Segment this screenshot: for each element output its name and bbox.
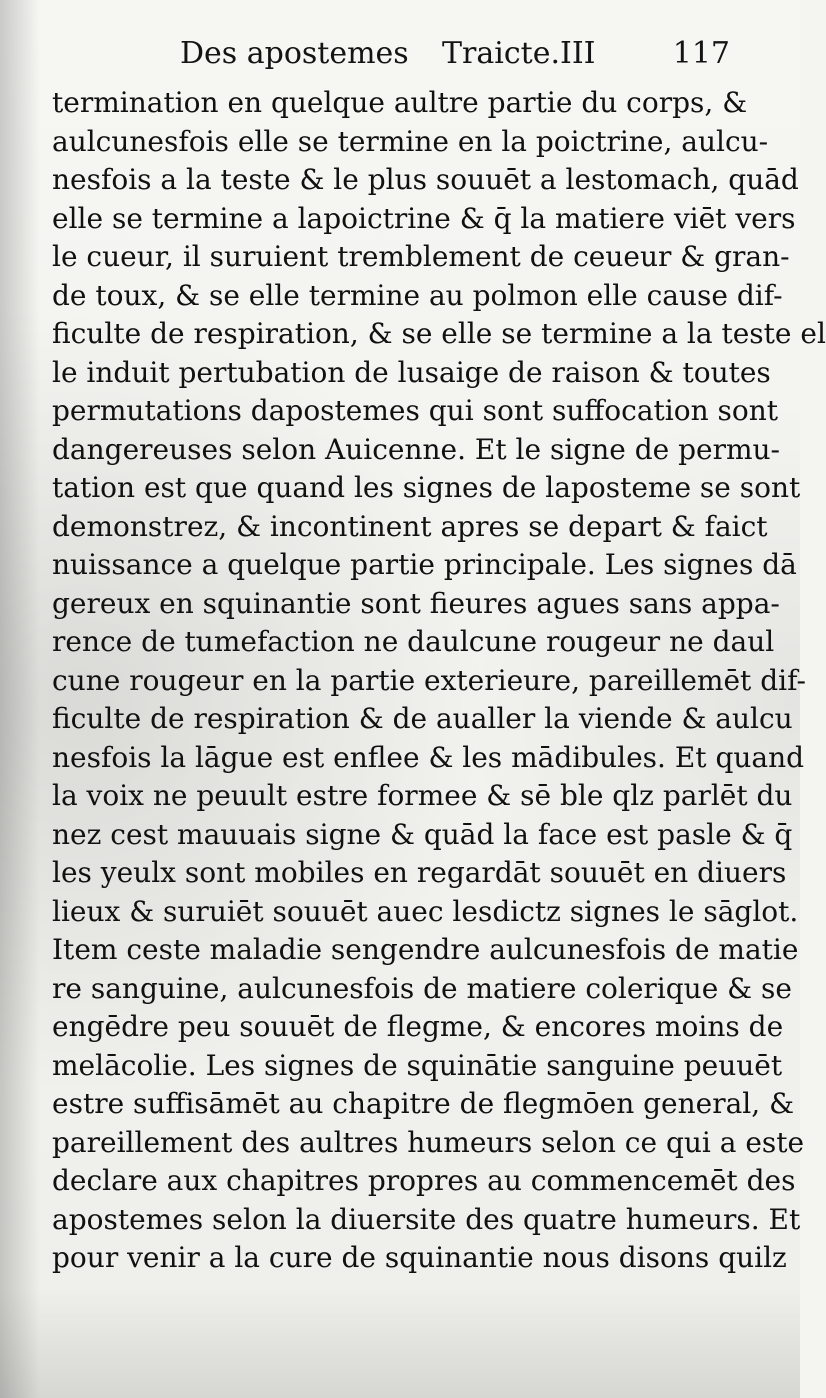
text-line: engēdre peu souuēt de flegme, & encores moins de — [52, 1010, 784, 1043]
text-line: nesfois a la teste & le plus souuēt a lestomach, quād — [52, 163, 799, 196]
text-line: pour venir a la cure de squinantie nous disons quilz — [52, 1241, 787, 1274]
text-line: lieux & suruiēt souuēt auec lesdictz signes le sāglot. — [52, 894, 799, 928]
text-line: rence de tumefaction ne daulcune rougeur ne daul — [52, 625, 775, 658]
text-line: melācolie. Les signes de squinātie sanguine peuuēt — [52, 1048, 783, 1082]
running-title: Des apostemes — [180, 36, 409, 71]
text-line: ficulte de respiration & de aualler la viende & aulcu — [52, 702, 793, 735]
bottom-shadow — [0, 1288, 800, 1398]
text-line: apostemes selon la diuersite des quatre humeurs. Et — [52, 1202, 801, 1236]
text-line: le induit pertubation de lusaige de raison & toutes — [52, 355, 771, 389]
text-line: aulcunesfois elle se termine en la poictrine, aulcu- — [52, 124, 769, 158]
text-line: demonstrez, & incontinent apres se depart & faict — [52, 509, 768, 543]
text-line: nez cest mauuais signe & quād la face est pasle & q̄ — [52, 817, 793, 851]
text-line: gereux en squinantie sont fieures agues sans appa- — [52, 586, 780, 620]
text-line: de toux, & se elle termine au polmon elle cause dif- — [52, 278, 783, 312]
text-line: Item ceste maladie sengendre aulcunesfois de matie — [52, 933, 799, 966]
text-line: elle se termine a lapoictrine & q̄ la matiere viēt vers — [52, 201, 796, 235]
text-line: pareillement des aultres humeurs selon ce qui a este — [52, 1125, 805, 1159]
gutter-shadow — [0, 0, 40, 1398]
text-line: ficulte de respiration, & se elle se termine a la teste el — [52, 317, 826, 350]
text-line: le cueur, il suruient tremblement de ceueur & gran- — [52, 240, 790, 273]
body-text — [52, 84, 826, 1278]
section-title: Traicte.III — [442, 36, 596, 71]
text-line: dangereuses selon Auicenne. Et le signe de permu- — [52, 432, 781, 466]
text-line: nesfois la lāgue est enflee & les mādibules. Et quand — [52, 740, 805, 774]
running-header — [180, 36, 740, 80]
text-line: declare aux chapitres propres au commencemēt des — [52, 1164, 796, 1197]
text-line: tation est que quand les signes de laposteme se sont — [52, 471, 801, 504]
text-line: termination en quelque aultre partie du corps, & — [52, 86, 748, 119]
text-line: estre suffisāmēt au chapitre de flegmōen general, & — [52, 1087, 794, 1120]
text-line: re sanguine, aulcunesfois de matiere colerique & se — [52, 971, 792, 1005]
text-line: cune rougeur en la partie exterieure, pareillemēt dif- — [52, 663, 806, 697]
text-line: nuissance a quelque partie principale. Les signes dā — [52, 548, 797, 581]
page-number: 117 — [672, 36, 730, 71]
text-line: les yeulx sont mobiles en regardāt souuēt en diuers — [52, 856, 787, 889]
text-line: permutations dapostemes qui sont suffocation sont — [52, 394, 779, 427]
text-line: la voix ne peuult estre formee & sē ble qlz parlēt du — [52, 779, 793, 812]
